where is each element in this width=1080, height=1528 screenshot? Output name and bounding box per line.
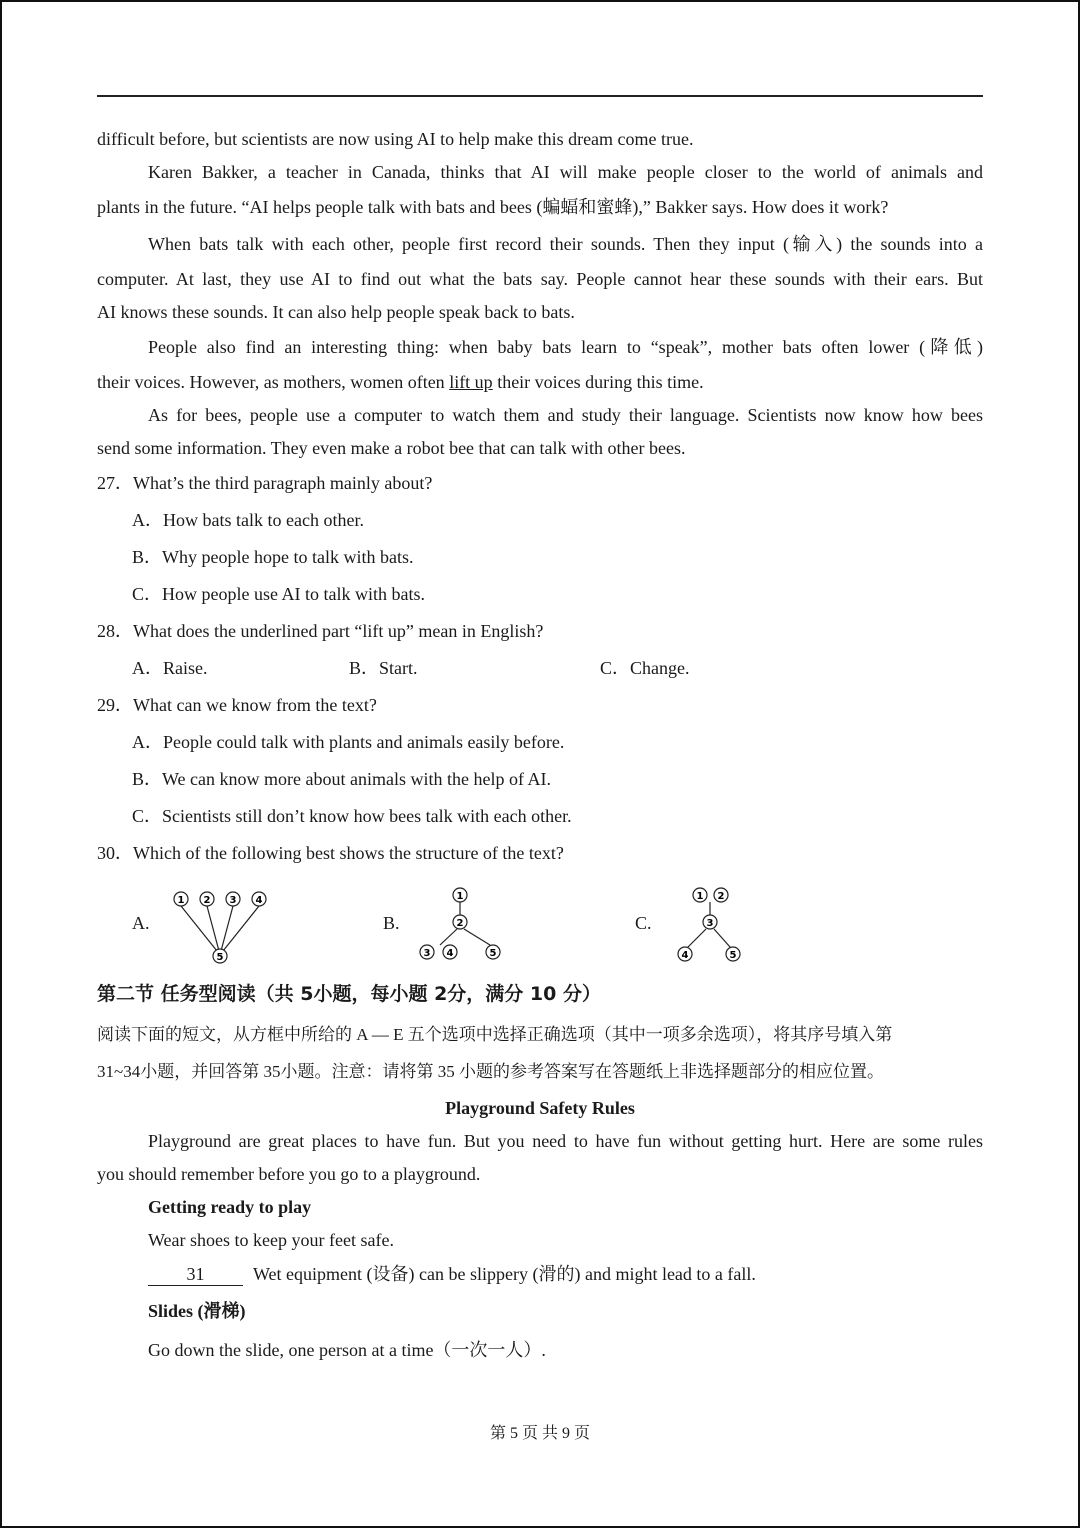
- subheading: Getting ready to play: [148, 1197, 312, 1217]
- question-stem: 27．What’s the third paragraph mainly about?: [97, 473, 433, 493]
- section-heading: 第二节 任务型阅读（共 5小题，每小题 2分，满分 10 分）: [97, 983, 601, 1005]
- diagram-node: 1: [696, 891, 704, 902]
- passage-line: [148, 1263, 983, 1286]
- diagram-node: 1: [456, 891, 464, 902]
- answer-option[interactable]: A．Raise.: [132, 658, 208, 678]
- answer-blank-31[interactable]: 31: [148, 1263, 243, 1286]
- underlined-phrase: lift up: [449, 372, 493, 392]
- passage-line: Karen Bakker, a teacher in Canada, thinks that AI will make people closer to the world of animals and: [148, 162, 983, 182]
- page-footer: 第 5 页 共 9 页: [489, 1425, 590, 1442]
- passage-line: As for bees, people use a computer to watch them and study their language. Scientists now know how bees: [148, 405, 983, 425]
- question-stem: 30．Which of the following best shows the structure of the text?: [97, 843, 564, 863]
- passage-line: Wear shoes to keep your feet safe.: [148, 1230, 394, 1250]
- structure-diagram-b: [412, 885, 507, 965]
- header-rule: [97, 95, 983, 97]
- answer-option[interactable]: C．Change.: [600, 658, 690, 678]
- question-stem: 29．What can we know from the text?: [97, 695, 377, 715]
- diagram-node: 2: [456, 918, 464, 929]
- diagram-node: 4: [681, 950, 689, 961]
- passage-line: computer. At last, they use AI to find out what the bats say. People cannot hear these sounds with their ears. But: [97, 269, 983, 289]
- answer-option[interactable]: B．Why people hope to talk with bats.: [132, 547, 414, 567]
- text-run: Wet equipment (设备) can be slippery (滑的) and might lead to a fall.: [253, 1264, 756, 1284]
- structure-diagram-a: [165, 888, 280, 963]
- passage-line: Go down the slide, one person at a time（一次一人）.: [148, 1340, 546, 1360]
- diagram-node: 5: [216, 952, 224, 963]
- diagram-node: 1: [177, 895, 185, 906]
- passage-line: [97, 371, 983, 393]
- passage-line: plants in the future. “AI helps people talk with bats and bees (蝙蝠和蜜蜂),” Bakker says. How does it work?: [97, 197, 889, 217]
- answer-option[interactable]: A．People could talk with plants and animals easily before.: [132, 732, 565, 752]
- passage-line: send some information. They even make a robot bee that can talk with other bees.: [97, 438, 686, 458]
- diagram-node: 5: [489, 948, 497, 959]
- answer-option-label[interactable]: A.: [132, 913, 150, 933]
- passage-line: Playground are great places to have fun. But you need to have fun without getting hurt. Here are some rules: [148, 1131, 983, 1151]
- structure-diagram-c: [668, 885, 753, 965]
- diagram-node: 3: [423, 948, 431, 959]
- answer-option[interactable]: A．How bats talk to each other.: [132, 510, 364, 530]
- answer-option[interactable]: B．We can know more about animals with the help of AI.: [132, 769, 551, 789]
- diagram-node: 2: [717, 891, 725, 902]
- answer-option-label[interactable]: B.: [383, 913, 400, 933]
- diagram-node: 2: [203, 895, 211, 906]
- answer-option[interactable]: B．Start.: [349, 658, 418, 678]
- diagram-node: 4: [446, 948, 454, 959]
- question-stem: 28．What does the underlined part “lift up” mean in English?: [97, 621, 544, 641]
- text-run: their voices. However, as mothers, women often: [97, 372, 450, 392]
- passage-line: you should remember before you go to a playground.: [97, 1164, 481, 1184]
- instructions-line: 阅读下面的短文，从方框中所给的 A — E 五个选项中选择正确选项（其中一项多余选项），将其序号填入第: [97, 1025, 893, 1044]
- passage-line: People also find an interesting thing: when baby bats learn to “speak”, mother bats often lower (降低): [148, 337, 983, 357]
- answer-option[interactable]: C．Scientists still don’t know how bees talk with each other.: [132, 806, 572, 826]
- diagram-node: 5: [729, 950, 737, 961]
- passage-line: When bats talk with each other, people first record their sounds. Then they input (输入) the sounds into a: [148, 234, 983, 254]
- text-run: their voices during this time.: [492, 372, 704, 392]
- diagram-node: 3: [706, 918, 714, 929]
- subheading: Slides (滑梯): [148, 1301, 246, 1321]
- diagram-node: 3: [229, 895, 237, 906]
- passage-title: Playground Safety Rules: [445, 1098, 635, 1118]
- instructions-line: 31~34小题，并回答第 35小题。注意：请将第 35 小题的参考答案写在答题纸上非选择题部分的相应位置。: [97, 1062, 884, 1081]
- passage-line: difficult before, but scientists are now using AI to help make this dream come true.: [97, 129, 694, 149]
- diagram-node: 4: [255, 895, 263, 906]
- answer-option-label[interactable]: C.: [635, 913, 652, 933]
- answer-option[interactable]: C．How people use AI to talk with bats.: [132, 584, 425, 604]
- passage-line: AI knows these sounds. It can also help people speak back to bats.: [97, 302, 575, 322]
